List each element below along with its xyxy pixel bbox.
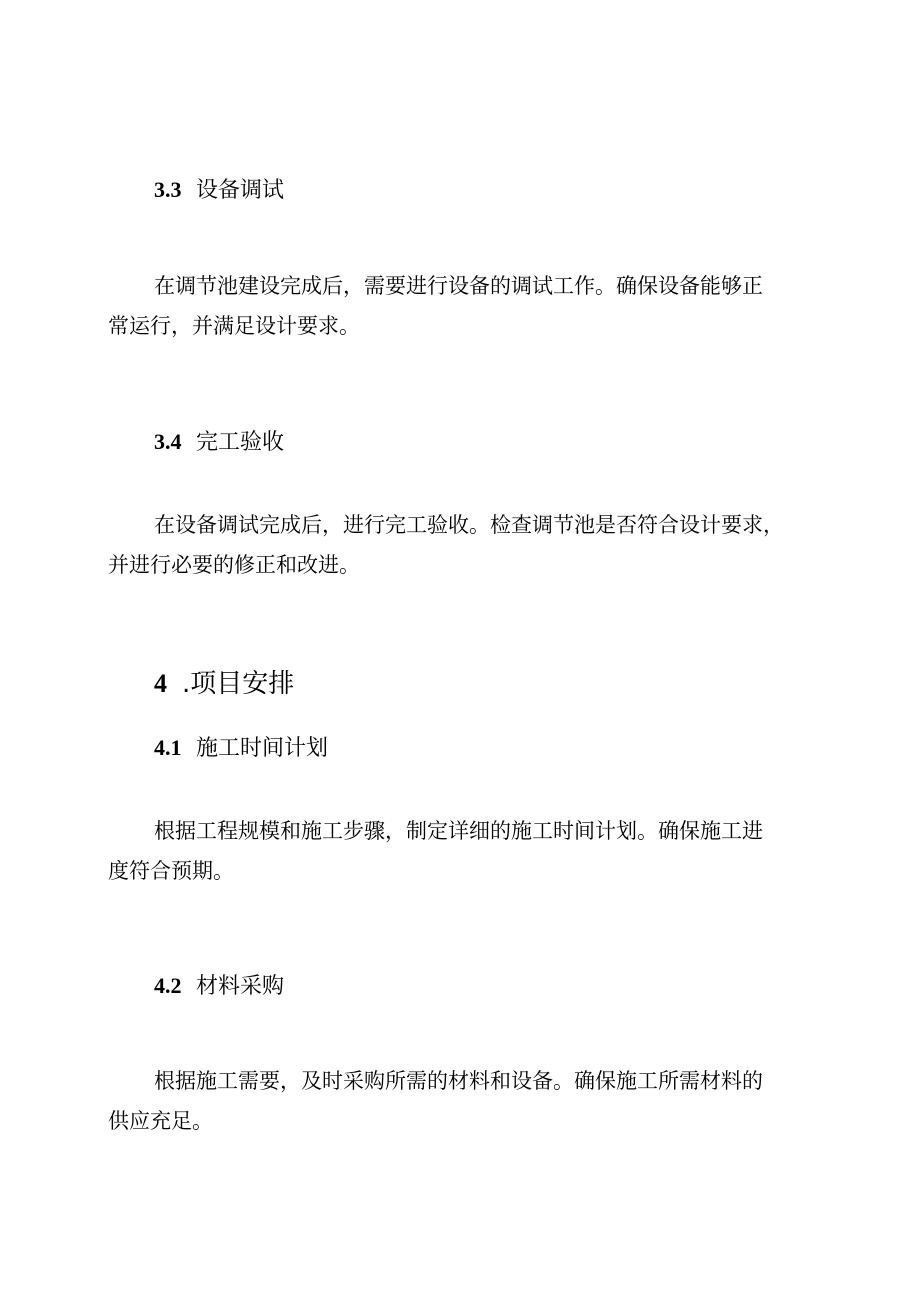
paragraph-line: 并进行必要的修正和改进。 <box>108 553 360 577</box>
paragraph-line: 在设备调试完成后，进行完工验收。检查调节池是否符合设计要求， <box>154 513 784 537</box>
section-title: 材料采购 <box>196 974 285 999</box>
paragraph-line: 供应充足。 <box>108 1109 213 1133</box>
section-number: 3.4 <box>154 429 182 454</box>
section-heading-3-3 <box>154 174 284 207</box>
paragraph-line: 根据施工需要，及时采购所需的材料和设备。确保施工所需材料的 <box>154 1069 763 1093</box>
section-number: 4.2 <box>154 973 182 998</box>
paragraph-line: 度符合预期。 <box>108 859 234 883</box>
chapter-number: 4 <box>154 669 167 698</box>
section-heading-4-1 <box>154 732 328 765</box>
section-title: 施工时间计划 <box>196 736 329 761</box>
section-heading-3-4 <box>154 426 284 459</box>
chapter-heading-4 <box>154 666 294 702</box>
section-number: 3.3 <box>154 177 182 202</box>
paragraph-line: 常运行，并满足设计要求。 <box>108 314 360 338</box>
section-paragraph-3-4 <box>108 505 828 585</box>
section-title: 设备调试 <box>196 178 285 203</box>
section-heading-4-2 <box>154 970 284 1003</box>
chapter-title: .项目安排 <box>182 669 295 699</box>
section-paragraph-3-3 <box>108 266 828 346</box>
section-paragraph-4-1 <box>108 811 828 891</box>
section-paragraph-4-2 <box>108 1061 828 1141</box>
section-title: 完工验收 <box>196 430 285 455</box>
paragraph-line: 根据工程规模和施工步骤，制定详细的施工时间计划。确保施工进 <box>154 819 763 843</box>
section-number: 4.1 <box>154 735 182 760</box>
paragraph-line: 在调节池建设完成后，需要进行设备的调试工作。确保设备能够正 <box>154 274 763 298</box>
